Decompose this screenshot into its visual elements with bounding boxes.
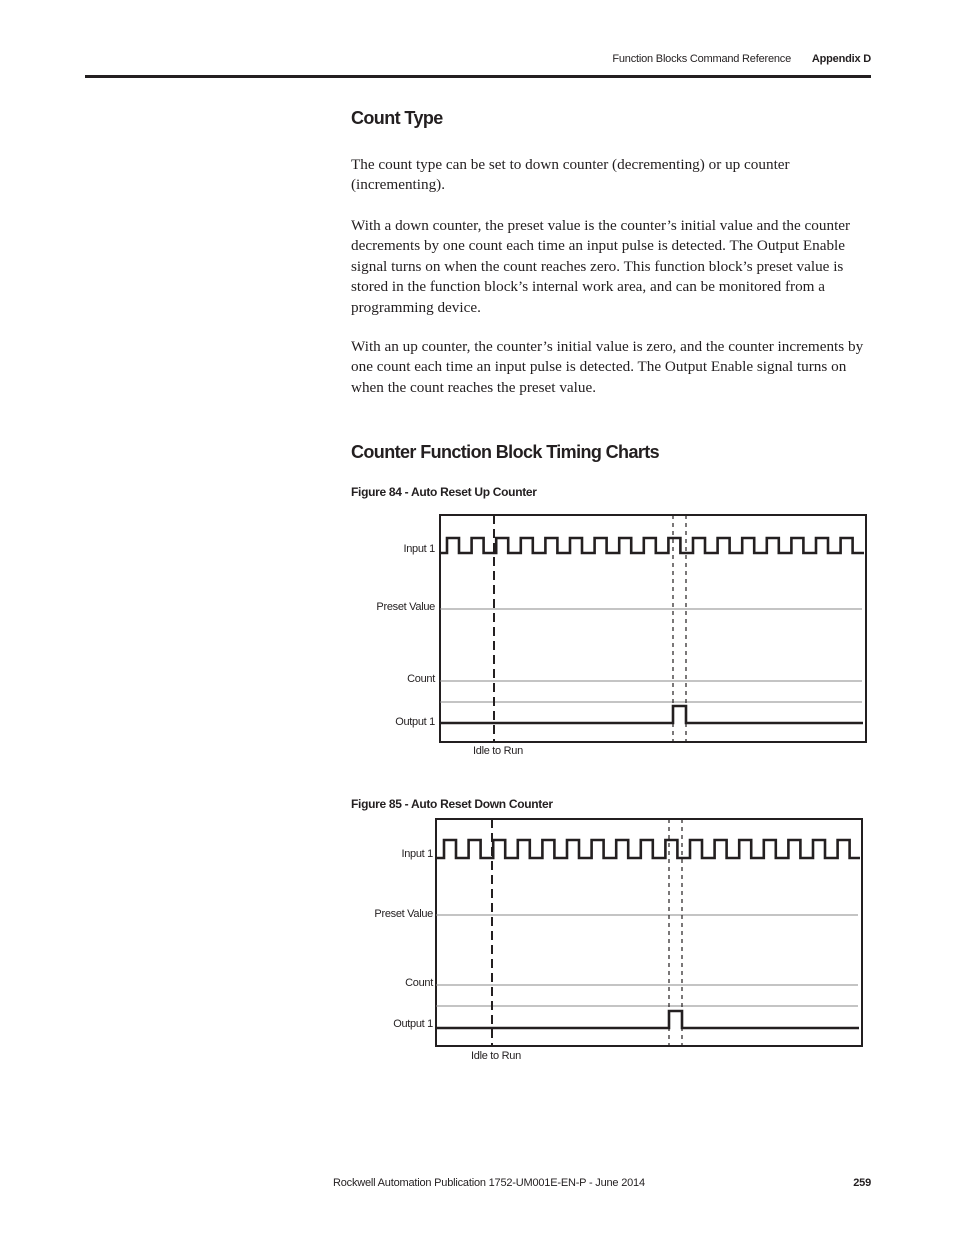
heading-count-type: Count Type [351,108,443,128]
fig85-label-output: Output 1 [393,1018,433,1030]
paragraph-1: The count type can be set to down counter (decrementing) or up counter (incrementing). [351,156,790,194]
header-appendix: Appendix D [811,53,871,65]
fig85-label-event: Idle to Run [471,1050,521,1062]
fig85-output-1-signal [437,1011,859,1028]
fig85-label-input: Input 1 [401,848,433,860]
footer-publication: Rockwell Automation Publication 1752-UM001E-EN-P - June 2014 [333,1177,645,1189]
fig84-label-event: Idle to Run [473,745,523,757]
fig84-label-output: Output 1 [395,716,435,728]
fig85-frame [436,819,862,1046]
paragraph-3: With an up counter, the counter’s initial value is zero, and the counter increments by one count each time an input pulse is detected. The Output Enable signal turns on when the count reaches the preset value. [351,338,864,396]
figure-85-caption: Figure 85 - Auto Reset Down Counter [351,797,553,811]
fig85-input-1-signal [437,840,860,858]
fig85-label-count: Count [405,977,433,989]
fig84-input-1-signal [441,538,864,553]
fig84-label-count: Count [407,673,435,685]
fig84-frame [440,515,866,742]
fig84-label-input: Input 1 [403,543,435,555]
fig85-label-preset: Preset Value [374,908,433,920]
paragraph-2: With a down counter, the preset value is the counter’s initial value and the counter decrements by one count each time an input pulse is detected. The Output Enable signal turns on when the count reaches zero. This function block’s preset value is stored in the function block’s internal work area, and can be monitored from a programming device. [351,217,851,316]
page-number: 259 [853,1177,871,1189]
fig84-label-preset: Preset Value [376,601,435,613]
fig84-output-1-signal [441,706,863,723]
heading-timing-charts: Counter Function Block Timing Charts [351,442,660,462]
figure-84-caption: Figure 84 - Auto Reset Up Counter [351,485,537,499]
header-section-title: Function Blocks Command Reference [612,53,792,65]
